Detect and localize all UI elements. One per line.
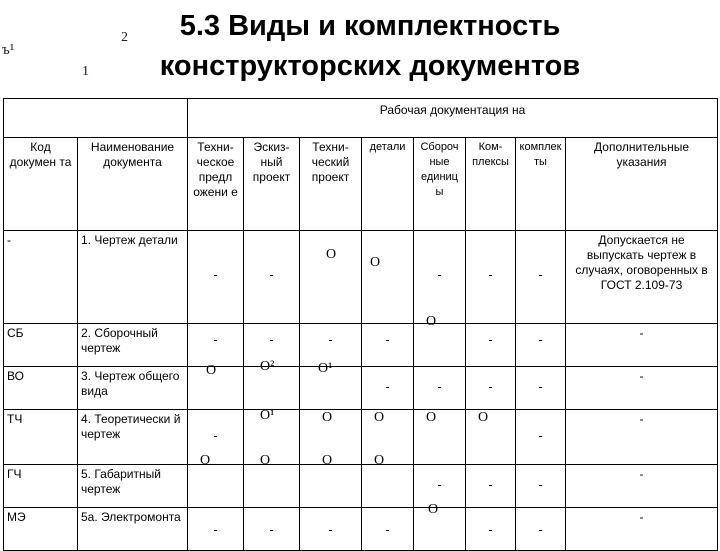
mark-kits: - (538, 332, 543, 347)
mark-detail: - (385, 379, 390, 394)
group-header-row (4, 99, 718, 138)
mark-sketch: О (260, 453, 271, 468)
header-assembly: Сбороч ные единиц ы (414, 138, 466, 231)
row-code: СБ (4, 324, 78, 367)
mark-complexes: - (488, 379, 493, 394)
mark-tech-proposal: - (213, 522, 218, 537)
mark-complexes: - (488, 267, 493, 282)
header-notes: Дополнительные указания (566, 138, 718, 231)
documents-table (3, 98, 718, 551)
row-note: - (566, 324, 718, 367)
header-sketch: Эскиз- ный проект (244, 138, 300, 231)
mark-complexes: - (488, 522, 493, 537)
mark-kits: - (538, 522, 543, 537)
mark-kits: - (538, 379, 543, 394)
header-tech-proposal: Техни- ческое предл ожени е (188, 138, 244, 231)
mark-tech-project: О¹ (318, 361, 333, 376)
mark-detail: О (374, 410, 385, 425)
mark-detail: О (370, 255, 381, 270)
mark-detail: - (385, 332, 390, 347)
mark-assembly: О (426, 314, 437, 329)
corner-mark-2: 2 (121, 30, 128, 45)
row-name: 1. Чертеж детали (78, 231, 188, 324)
column-header-row (4, 138, 718, 231)
page-title (120, 6, 620, 86)
table-row (4, 465, 718, 508)
group-header: Рабочая документация на (188, 99, 718, 138)
mark-sketch: О¹ (260, 408, 275, 423)
mark-assembly: - (437, 379, 442, 394)
header-name: Наименование документа (78, 138, 188, 231)
header-kits: комплек ты (516, 138, 566, 231)
mark-kits: - (538, 267, 543, 282)
blank-header-cell (4, 99, 188, 138)
corner-mark-1: ъ¹ (2, 42, 15, 58)
mark-assembly: О (426, 410, 437, 425)
table-row (4, 231, 718, 324)
mark-assembly: - (437, 477, 442, 492)
table-row (4, 410, 718, 465)
row-code: ГЧ (4, 465, 78, 508)
mark-tech-proposal: - (213, 428, 218, 443)
mark-tech-project: О (322, 453, 333, 468)
table-row (4, 324, 718, 367)
row-name: 5. Габаритный чертеж (78, 465, 188, 508)
row-name: 4. Теоретически й чертеж (78, 410, 188, 465)
row-note: - (566, 465, 718, 508)
mark-tech-project: - (328, 332, 333, 347)
corner-mark-3: 1 (82, 64, 89, 79)
mark-complexes: - (488, 332, 493, 347)
table-row (4, 508, 718, 551)
title-line-2: конструкторских документов (159, 50, 581, 82)
header-tech-project: Техни- ческий проект (300, 138, 362, 231)
mark-complexes: О (478, 410, 489, 425)
row-note: Допускается не выпускать чертеж в случаях, оговоренных в ГОСТ 2.109‑73 (566, 231, 718, 324)
mark-tech-proposal: О (206, 363, 217, 378)
mark-detail: О (374, 453, 385, 468)
mark-detail: - (385, 522, 390, 537)
mark-kits: - (538, 477, 543, 492)
mark-sketch: - (269, 522, 274, 537)
mark-tech-project: О (322, 410, 333, 425)
row-code: МЭ (4, 508, 78, 551)
mark-assembly: О (428, 502, 439, 517)
header-complexes: Ком- плексы (466, 138, 516, 231)
mark-sketch: - (269, 332, 274, 347)
mark-sketch: - (269, 267, 274, 282)
row-name: 3. Чертеж общего вида (78, 367, 188, 410)
header-code: Код докумен та (4, 138, 78, 231)
mark-kits: - (538, 428, 543, 443)
row-code: ВО (4, 367, 78, 410)
mark-tech-proposal: - (213, 267, 218, 282)
row-note: - (566, 410, 718, 465)
mark-tech-project: О (326, 247, 337, 262)
mark-complexes: - (488, 477, 493, 492)
table-row (4, 367, 718, 410)
row-code: ТЧ (4, 410, 78, 465)
row-note: - (566, 508, 718, 551)
row-name: 2. Сборочный чертеж (78, 324, 188, 367)
row-note: - (566, 367, 718, 410)
row-code: - (4, 231, 78, 324)
title-line-1: 5.3 Виды и комплектность (179, 10, 561, 42)
mark-tech-proposal: О (200, 453, 211, 468)
row-name: 5а. Электромонта (78, 508, 188, 551)
mark-assembly: - (437, 267, 442, 282)
mark-tech-project: - (328, 522, 333, 537)
mark-tech-proposal: - (213, 332, 218, 347)
header-detail: детали (362, 138, 414, 231)
mark-sketch: О² (260, 359, 275, 374)
